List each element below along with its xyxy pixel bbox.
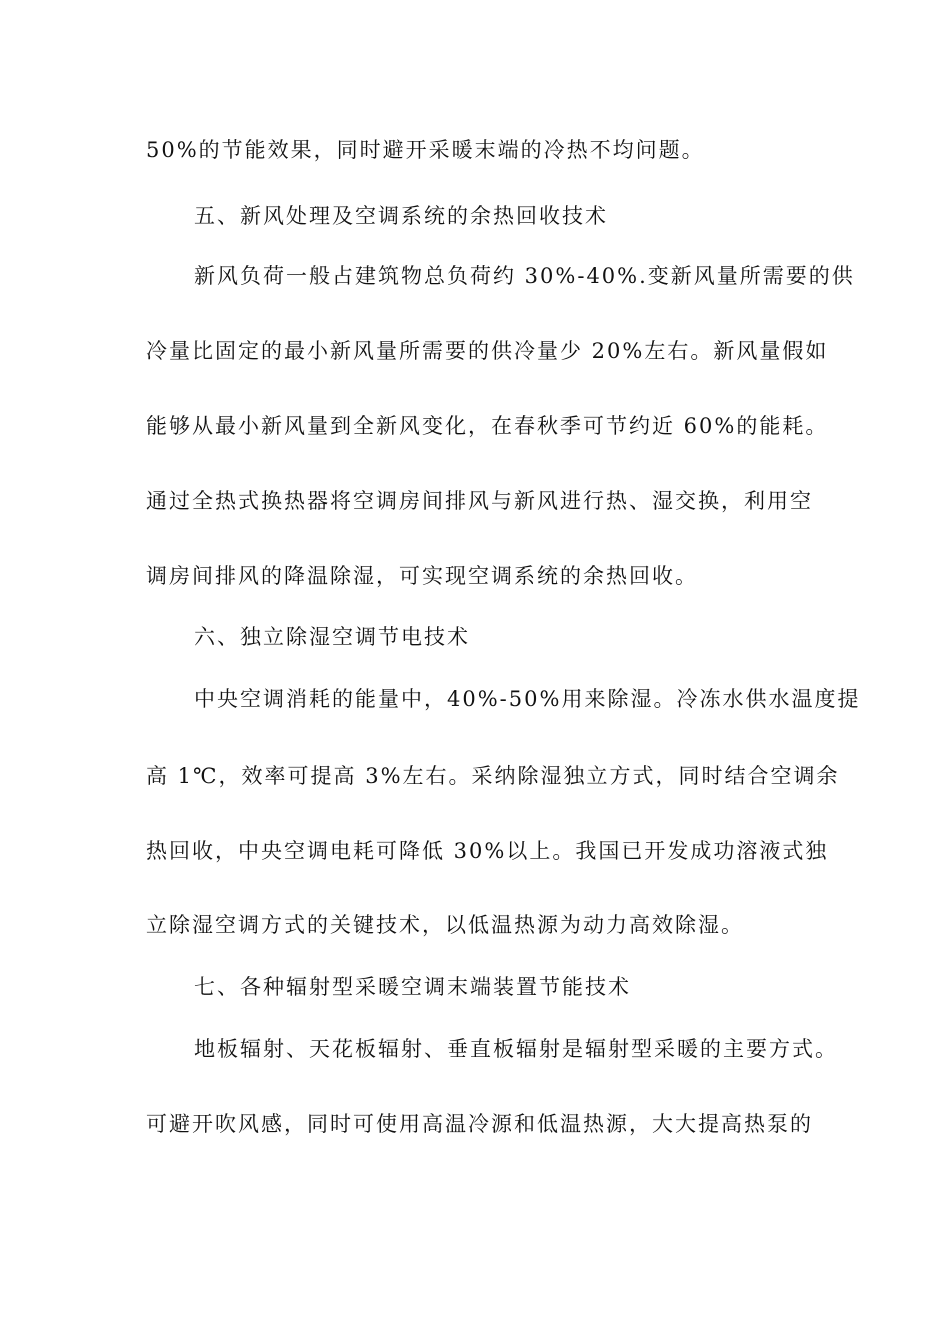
paragraph-line: 能够从最小新风量到全新风变化，在春秋季可节约近 60%的能耗。 bbox=[146, 414, 829, 438]
paragraph-line: 调房间排风的降温除湿，可实现空调系统的余热回收。 bbox=[146, 564, 698, 588]
section-heading: 七、各种辐射型采暖空调末端装置节能技术 bbox=[194, 975, 631, 999]
paragraph-line: 冷量比固定的最小新风量所需要的供冷量少 20%左右。新风量假如 bbox=[146, 339, 829, 363]
paragraph-line: 高 1℃，效率可提高 3%左右。采纳除湿独立方式，同时结合空调余 bbox=[146, 764, 840, 788]
paragraph-line: 中央空调消耗的能量中，40%-50%用来除湿。冷冻水供水温度提 bbox=[194, 687, 861, 711]
paragraph-line: 可避开吹风感，同时可使用高温冷源和低温热源，大大提高热泵的 bbox=[146, 1112, 813, 1136]
paragraph-line: 立除湿空调方式的关键技术，以低温热源为动力高效除湿。 bbox=[146, 913, 744, 937]
paragraph-line: 通过全热式换热器将空调房间排风与新风进行热、湿交换，利用空 bbox=[146, 489, 813, 513]
paragraph-line: 地板辐射、天花板辐射、垂直板辐射是辐射型采暖的主要方式。 bbox=[194, 1037, 838, 1061]
paragraph-line: 50%的节能效果，同时避开采暖末端的冷热不均问题。 bbox=[146, 138, 705, 162]
section-heading: 五、新风处理及空调系统的余热回收技术 bbox=[194, 204, 608, 228]
paragraph-line: 热回收，中央空调电耗可降低 30%以上。我国已开发成功溶液式独 bbox=[146, 839, 829, 863]
section-heading: 六、独立除湿空调节电技术 bbox=[194, 625, 470, 649]
paragraph-line: 新风负荷一般占建筑物总负荷约 30%-40%.变新风量所需要的供 bbox=[194, 264, 855, 288]
